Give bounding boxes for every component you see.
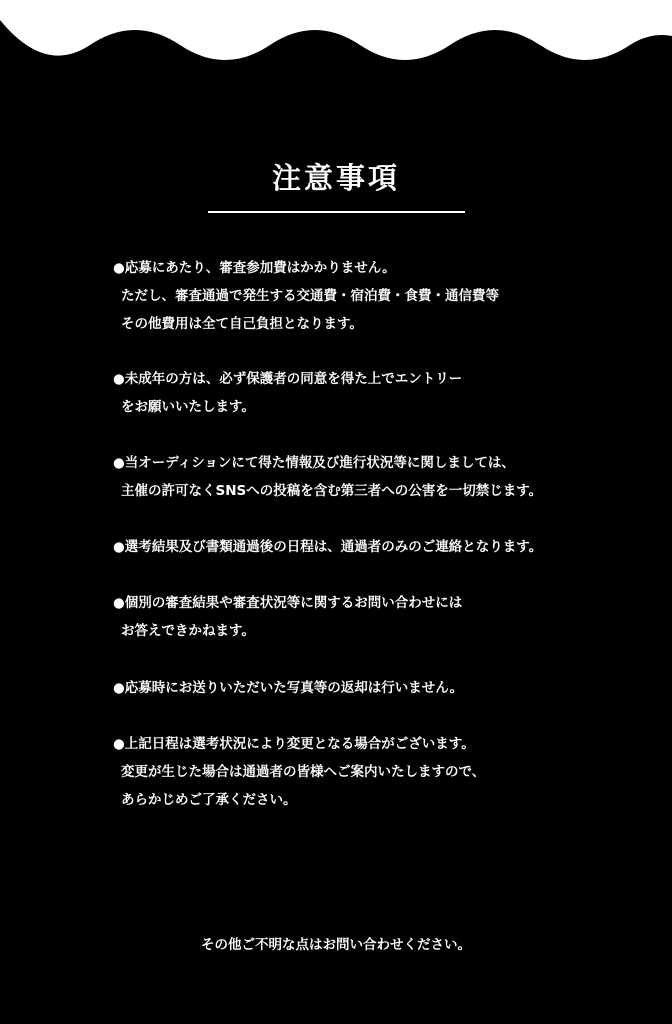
notice-line: ●未成年の方は、必ず保護者の同意を得た上でエントリー <box>113 371 463 387</box>
notice-line: ●上記日程は選考状況により変更となる場合がございます。 <box>113 736 475 752</box>
notice-line: ●当オーディションにて得た情報及び進行状況等に関しましては、 <box>113 455 515 471</box>
notice-item-confidentiality <box>113 449 668 505</box>
notice-line: ●応募時にお送りいただいた写真等の返却は行いません。 <box>113 680 464 696</box>
notice-line: をお願いいたします。 <box>121 399 255 415</box>
notice-line: ●応募にあたり、審査参加費はかかりません。 <box>113 260 396 276</box>
notice-line: 主催の許可なくSNSへの投稿を含む第三者への公害を一切禁じます。 <box>121 483 543 499</box>
notice-line: ●個別の審査結果や審査状況等に関するお問い合わせには <box>113 595 463 611</box>
notice-line: 変更が生じた場合は通過者の皆様へご案内いたしますので、 <box>121 764 486 780</box>
notice-line: ただし、審査通過で発生する交通費・宿泊費・食費・通信費等 <box>121 288 499 304</box>
notice-line: あらかじめご了承ください。 <box>121 792 297 808</box>
page-title: 注意事項 <box>271 161 400 195</box>
notice-item-fees <box>113 254 668 338</box>
notice-item-minors <box>113 365 668 421</box>
notice-item-schedule <box>113 730 668 814</box>
notice-item-photos <box>113 674 668 702</box>
notice-item-inquiries <box>113 589 668 645</box>
notice-line: その他費用は全て自己負担となります。 <box>121 316 363 332</box>
footer-contact-note: その他ご不明な点はお問い合わせください。 <box>201 937 471 953</box>
notice-item-results <box>113 533 668 561</box>
title-underline <box>208 211 465 213</box>
notice-line: ●選考結果及び書類通過後の日程は、通過者のみのご連絡となります。 <box>113 539 543 555</box>
notice-line: お答えできかねます。 <box>121 623 255 639</box>
